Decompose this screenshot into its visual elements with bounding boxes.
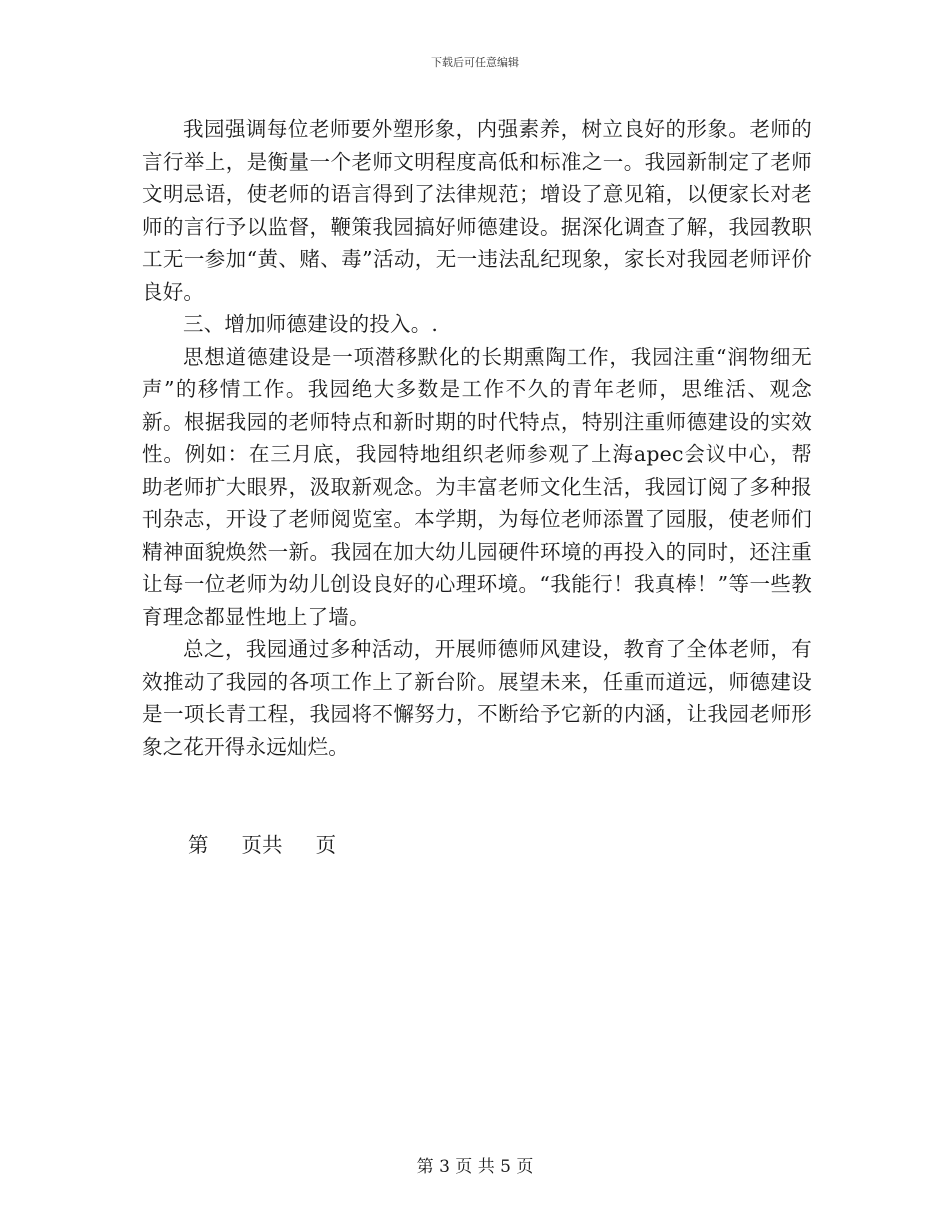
- page-header: 下载后可任意编辑: [431, 56, 519, 69]
- paragraph-moral-education: 思想道德建设是一项潜移默化的长期熏陶工作，我园注重“润物细无声”的移情工作。我园绝大多数是工作不久的青年老师，思维活、观念新。根据我园的老师特点和新时期的时代特点，特别注重师德建设的实效性。例如：在三月底，我园特地组织老师参观了上海apec会议中心，帮助老师扩大眼界，汲取新观念。为丰富老师文化生活，我园订阅了多种报刊杂志，开设了老师阅览室。本学期，为每位老师添置了园服，使老师们精神面貌焕然一新。我园在加大幼儿园硬件环境的再投入的同时，还注重让每一位老师为幼儿创设良好的心理环境。“我能行！我真棒！”等一些教育理念都显性地上了墙。: [142, 344, 812, 629]
- page-footer: 第 3 页 共 5 页: [416, 1157, 534, 1177]
- section-heading-investment: 三、增加师德建设的投入。.: [183, 312, 439, 336]
- paragraph-teacher-image: 我园强调每位老师要外塑形象，内强素养，树立良好的形象。老师的言行举上，是衡量一个老师文明程度高低和标准之一。我园新制定了老师文明忌语，使老师的语言得到了法律规范；增设了意见箱，以便家长对老师的言行予以监督，鞭策我园搞好师德建设。据深化调查了解，我园教职工无一参加“黄、赌、毒”活动，无一违法乱纪现象，家长对我园老师评价良好。: [142, 117, 812, 304]
- paragraph-conclusion: 总之，我园通过多种活动，开展师德师风建设，教育了全体老师，有效推动了我园的各项工作上了新台阶。展望未来，任重而道远，师德建设是一项长青工程，我园将不懈努力，不断给予它新的内涵，让我园老师形象之花开得永远灿烂。: [142, 637, 812, 759]
- document-body: [142, 113, 812, 763]
- page-number-placeholder: 第 页共 页: [188, 833, 337, 857]
